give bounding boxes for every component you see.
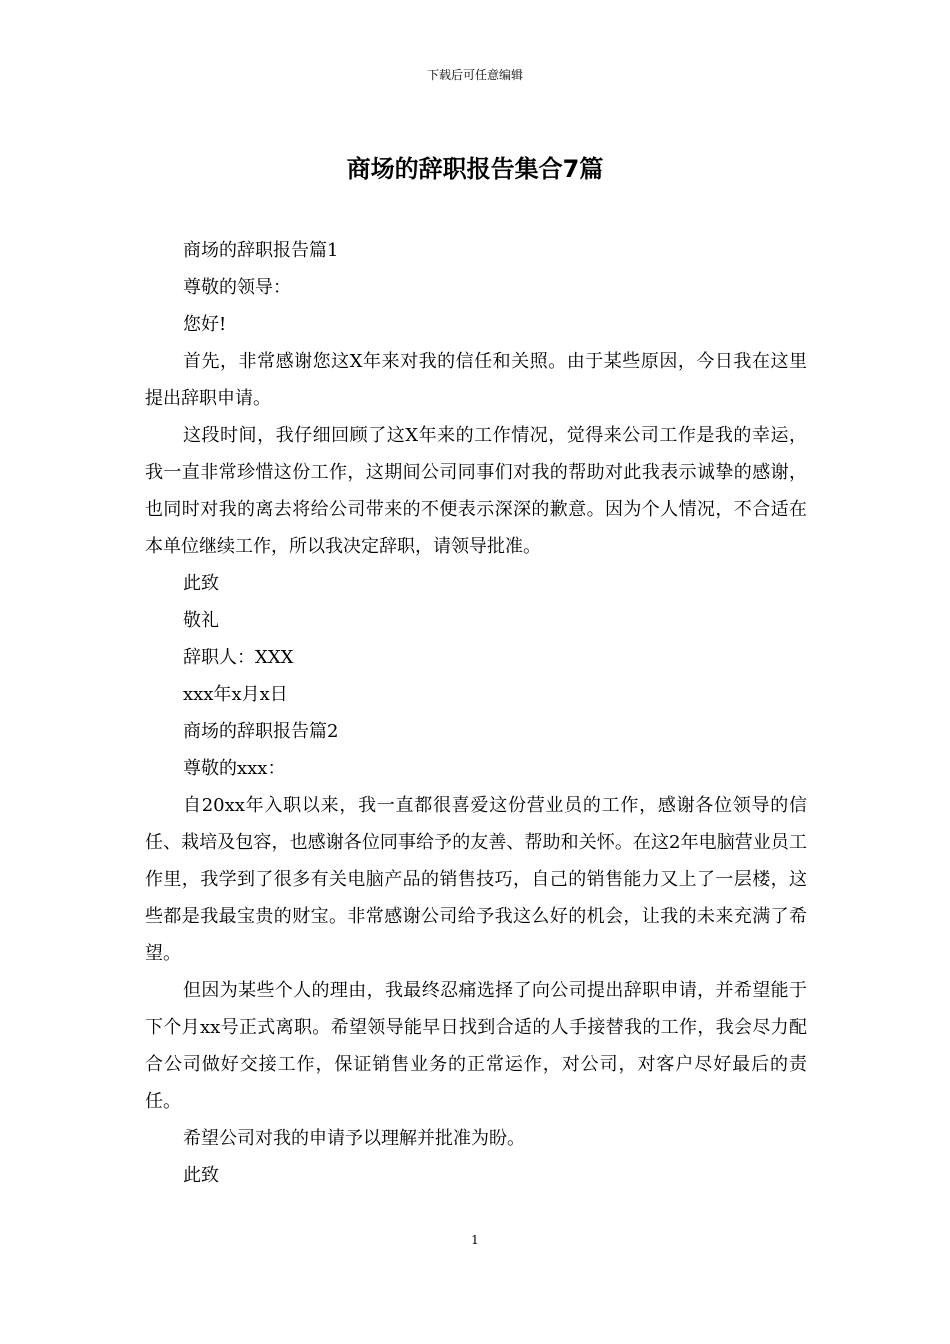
- salutation: 尊敬的xxx：: [183, 758, 286, 779]
- document-title: 商场的辞职报告集合7篇: [346, 155, 604, 183]
- body-paragraph: 希望公司对我的申请予以理解并批准为盼。: [183, 1128, 525, 1149]
- body-paragraph: 这段时间，我仔细回顾了这X年来的工作情况，觉得来公司工作是我的幸运，我一直非常珍惜这份工作，这期间公司同事们对我的帮助对此我表示诚挚的感谢，也同时对我的离去将给公司带来的不便表示深深的歉意。因为个人情况，不合适在本单位继续工作，所以我决定辞职，请领导批准。: [145, 425, 807, 557]
- document-body: [145, 232, 807, 1194]
- page-header: 下载后可任意编辑: [426, 68, 523, 82]
- greeting: 您好!: [183, 314, 227, 335]
- page-number: 1: [471, 1233, 479, 1247]
- body-paragraph: 但因为某些个人的理由，我最终忍痛选择了向公司提出辞职申请，并希望能于下个月xx号正式离职。希望领导能早日找到合适的人手接替我的工作，我会尽力配合公司做好交接工作，保证销售业务的正常运作，对公司，对客户尽好最后的责任。: [145, 980, 807, 1112]
- body-paragraph: 自20xx年入职以来，我一直都很喜爱这份营业员的工作，感谢各位领导的信任、栽培及包容，也感谢各位同事给予的友善、帮助和关怀。在这2年电脑营业员工作里，我学到了很多有关电脑产品的销售技巧，自己的销售能力又上了一层楼，这些都是我最宝贵的财宝。非常感谢公司给予我这么好的机会，让我的未来充满了希望。: [145, 795, 807, 964]
- section-heading: 商场的辞职报告篇2: [183, 721, 339, 742]
- signature-line: 辞职人：XXX: [183, 647, 294, 668]
- body-paragraph: 首先，非常感谢您这X年来对我的信任和关照。由于某些原因，今日我在这里提出辞职申请。: [145, 351, 807, 409]
- section-heading: 商场的辞职报告篇1: [183, 240, 339, 261]
- date-line: xxx年x月x日: [183, 684, 288, 705]
- closing-line: 敬礼: [183, 610, 219, 631]
- salutation: 尊敬的领导：: [183, 277, 291, 298]
- closing-line: 此致: [183, 573, 219, 594]
- closing-line: 此致: [183, 1165, 219, 1186]
